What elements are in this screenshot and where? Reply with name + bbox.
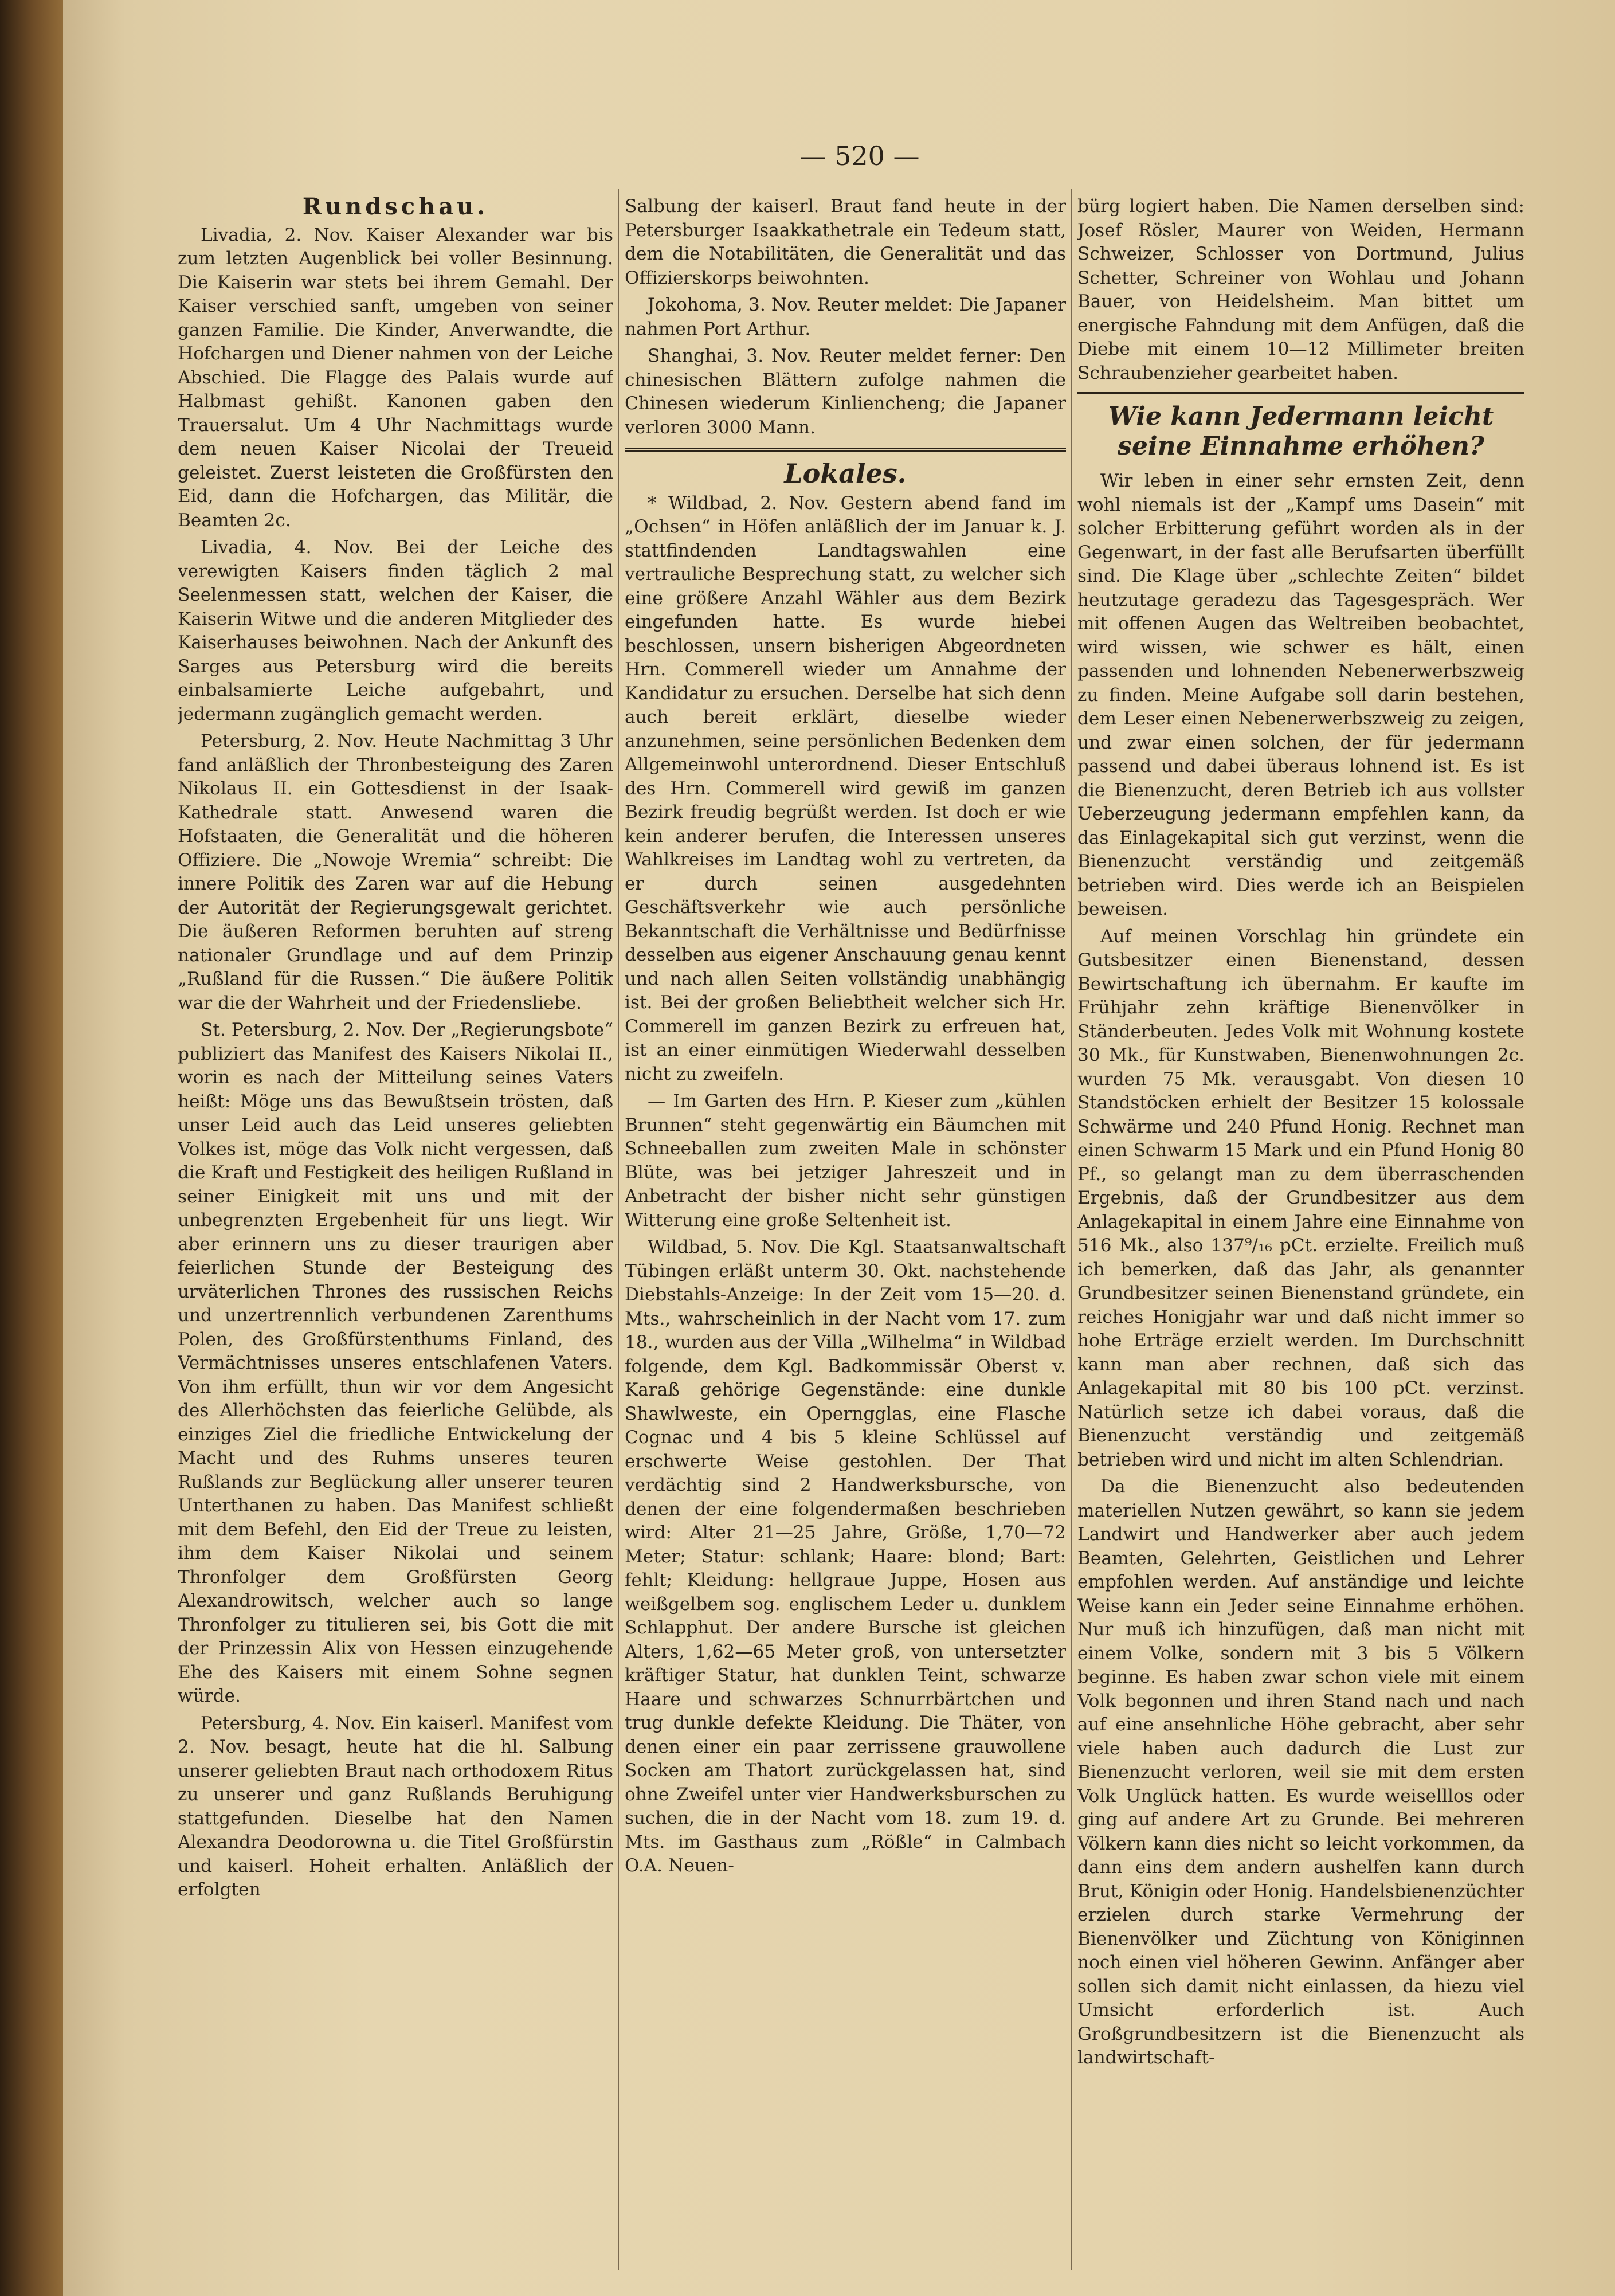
section-divider (625, 448, 1066, 454)
section-divider (1077, 392, 1524, 394)
article-paragraph: Livadia, 2. Nov. Kaiser Alexander war bis zum letzten Augenblick bei voller Besinnung. Die Kaiserin war stets bei ihrem Gemahl. Der Kaiser verschied sanft, umgeben von seiner ganzen Familie. Die Kinder, Anverwandte, die Hofchargen und Diener nahmen von der Leiche Abschied. Die Flagge des Palais wurde auf Halbmast gehißt. Kanonen gaben den Trauersalut. Um 4 Uhr Nachmittags wurde dem neuen Kaiser Nicolai der Treueid geleistet. Zuerst leisteten die Großfürsten den Eid, dann die Hofchargen, das Militär, die Beamten 2c. (178, 224, 613, 531)
page-number: — 520 — (799, 140, 920, 171)
article-paragraph: bürg logiert haben. Die Namen derselben sind: Josef Rösler, Maurer von Weiden, Hermann Schweizer, Schlosser von Dortmund, Julius Schetter, Schreiner von Wohlau und Johann Bauer, von Heidelsheim. Man bittet um energische Fahndung mit dem Anfügen, daß die Diebe mit einem 10—12 Millimeter breiten Schraubenzieher gearbeitet haben. (1077, 196, 1524, 383)
section-heading-lokales: Lokales. (784, 458, 907, 489)
article-paragraph: Da die Bienenzucht also bedeutenden materiellen Nutzen gewährt, so kann sie jedem Landwirt und Handwerker aber auch jedem Beamten, Gelehrten, Geistlichen und Lehrer empfohlen werden. Auf anständige und leichte Weise kann ein Jeder seine Einnahme erhöhen. Nur muß ich hinzufügen, daß man nicht mit einem Volke, sondern mit 3 bis 5 Völkern beginne. Es haben zwar schon viele mit einem Volk begonnen und ihren Stand nach und nach auf eine ansehnliche Höhe gebracht, aber sehr viele haben auch dadurch die Lust zur Bienenzucht verloren, weil sie mit dem ersten Volk Unglück hatten. Es wurde weiselllos oder ging auf andere Art zu Grunde. Bei mehreren Völkern kann dies nicht so leicht vorkommen, da dann eins dem andern aushelfen kann durch Brut, Königin oder Honig. Handelsbienenzüchter erzielen durch starke Vermehrung der Bienenvölker und Züchtung von Königinnen noch einen viel höheren Gewinn. Anfänger aber sollen sich damit nicht einlassen, da hiezu viel Umsicht erforderlich ist. Auch Großgrundbesitzern ist die Bienenzucht als landwirtschaft- (1077, 1476, 1524, 2068)
article-paragraph: — Im Garten des Hrn. P. Kieser zum „kühlen Brunnen“ steht gegenwärtig ein Bäumchen mit Schneeballen zum zweiten Male in schönster Blüte, was bei jetziger Jahreszeit und in Anbetracht der bisher nicht sehr günstigen Witterung eine große Seltenheit ist. (625, 1091, 1066, 1231)
article-paragraph: Salbung der kaiserl. Braut fand heute in der Petersburger Isaakkathetrale ein Tedeum statt, dem die Notabilitäten, die Generalität und das Offizierskorps beiwohnten. (625, 196, 1066, 288)
article-paragraph: St. Petersburg, 2. Nov. Der „Regierungsbote“ publiziert das Manifest des Kaisers Nikolai II., worin es nach der Mitteilung seines Vaters heißt: Möge uns das Bewußtsein trösten, daß unser Leid auch das Leid unseres geliebten Volkes ist, möge das Volk nicht vergessen, daß die Kraft und Festigkeit des heiligen Rußland in seiner Einigkeit mit uns und mit der unbegrenzten Ergebenheit für uns liegt. Wir aber erinnern uns zu dieser traurigen aber feierlichen Stunde der Besteigung des urväterlichen Thrones des russischen Reichs und unzertrennlich verbundenen Zarenthums Polen, des Großfürstenthums Finland, des Vermächtnisses unseres entschlafenen Vaters. Von ihm erfüllt, thun wir vor dem Angesicht des Allerhöchsten das feierliche Gelübde, als einziges Ziel die friedliche Entwickelung der Macht und des Ruhms unseres teuren Rußlands zur Beglückung aller unserer teuren Unterthanen zu haben. Das Manifest schließt mit dem Befehl, den Eid der Treue zu leisten, ihm dem Kaiser Nikolai und seinem Thronfolger dem Großfürsten Georg Alexandrowitsch, welcher auch so lange Thronfolger zu titulieren sei, bis Gott die mit der Prinzessin Alix von Hessen einzugehende Ehe des Kaisers mit einem Sohne segnen würde. (178, 1020, 613, 1706)
section-heading-rundschau: Rundschau. (302, 195, 489, 220)
article-paragraph: Livadia, 4. Nov. Bei der Leiche des verewigten Kaisers finden täglich 2 mal Seelenmessen statt, welchen der Kaiser, die Kaiserin Witwe und die anderen Mitglieder des Kaiserhauses beiwohnen. Nach der Ankunft des Sarges aus Petersburg wird die bereits einbalsamierte Leiche aufgebahrt, und jedermann zugänglich gemacht werden. (178, 537, 613, 724)
column-2 (625, 195, 1066, 2270)
article-paragraph: Wir leben in einer sehr ernsten Zeit, denn wohl niemals ist der „Kampf ums Dasein“ mit solcher Erbitterung geführt worden als in der Gegenwart, in der fast alle Berufsarten überfüllt sind. Die Klage über „schlechte Zeiten“ bildet heutzutage geradezu das Tagesgespräch. Wer mit offenen Augen das Weltreiben beobachtet, wird wissen, wie schwer es hält, einen passenden und lohnenden Nebenerwerbszweig zu finden. Meine Aufgabe soll darin bestehen, dem Leser einen Nebenerwerbszweig zu zeigen, und zwar einen solchen, der für jedermann passend und dabei überaus lohnend ist. Es ist die Bienenzucht, deren Betrieb ich aus vollster Ueberzeugung jedermann empfehlen kann, da das Einlagekapital sich gut verzinst, wenn die Bienenzucht verständig und zeitgemäß betrieben wird. Dies werde ich an Beispielen beweisen. (1077, 471, 1524, 919)
article-paragraph: Petersburg, 4. Nov. Ein kaiserl. Manifest vom 2. Nov. besagt, heute hat die hl. Salbung unserer geliebten Braut nach orthodoxem Ritus zu unserer und ganz Rußlands Beruhigung stattgefunden. Dieselbe hat den Namen Alexandra Deodorowna u. die Titel Großfürstin und kaiserl. Hoheit erhalten. Anläßlich der erfolgten (178, 1713, 613, 1900)
column-rule-2 (1071, 189, 1072, 2270)
article-paragraph: Auf meinen Vorschlag hin gründete ein Gutsbesitzer einen Bienenstand, dessen Bewirtschaftung ich übernahm. Er kaufte im Frühjahr zehn kräftige Bienenvölker in Ständerbeuten. Jedes Volk mit Wohnung kostete 30 Mk., für Kunstwaben, Bienenwohnungen 2c. wurden 75 Mk. verausgabt. Von diesen 10 Standstöcken erhielt der Besitzer 15 kolossale Schwärme und 240 Pfund Honig. Rechnet man einen Schwarm 15 Mark und ein Pfund Honig 80 Pf., so gelangt man zu dem überraschenden Ergebnis, daß der Grundbesitzer aus dem Anlagekapital in einem Jahre eine Einnahme von 516 Mk., also 137⁹/₁₆ pCt. erzielte. Freilich muß ich bemerken, daß das Jahr, als genannter Grundbesitzer seinen Bienenstand gründete, ein reiches Honigjahr war und daß nicht immer so hohe Erträge erzielt werden. Im Durchschnitt kann man aber rechnen, daß sich das Anlagekapital mit 80 bis 100 pCt. verzinst. Natürlich setze ich dabei voraus, daß die Bienenzucht verständig und zeitgemäß betrieben wird und nicht im alten Schlendrian. (1077, 926, 1524, 1470)
article-paragraph: Shanghai, 3. Nov. Reuter meldet ferner: Den chinesischen Blättern zufolge nahmen die Chinesen wiederum Kinliencheng; die Japaner verloren 3000 Mann. (625, 346, 1066, 438)
article-paragraph: Petersburg, 2. Nov. Heute Nachmittag 3 Uhr fand anläßlich der Thronbesteigung des Zaren Nikolaus II. ein Gottesdienst in der Isaak-Kathedrale statt. Anwesend waren die Hofstaaten, die Generalität und die höheren Offiziere. Die „Nowoje Wremia“ schreibt: Die innere Politik des Zaren war auf die Hebung der Autorität der Regierungsgewalt gerichtet. Die äußeren Reformen beruhten auf streng nationaler Grundlage und auf dem Prinzip „Rußland für die Russen.“ Die äußere Politik war die der Wahrheit und der Friedensliebe. (178, 731, 613, 1013)
column-rule-1 (618, 189, 619, 2270)
section-heading-bienenzucht: Wie kann Jedermann leicht seine Einnahme erhöhen? (1108, 402, 1494, 461)
column-1 (178, 195, 613, 2270)
article-paragraph: * Wildbad, 2. Nov. Gestern abend fand im „Ochsen“ in Höfen anläßlich der im Januar k. J. stattfindenden Landtagswahlen eine vertrauliche Besprechung statt, zu welcher sich eine größere Anzahl Wähler aus dem Bezirk eingefunden hatte. Es wurde hiebei beschlossen, unsern bisherigen Abgeordneten Hrn. Commerell wieder um Annahme der Kandidatur zu ersuchen. Derselbe hat sich denn auch bereit erklärt, dieselbe wieder anzunehmen, seine persönlichen Bedenken dem Allgemeinwohl unterordnend. Dieser Entschluß des Hrn. Commerell wird gewiß im ganzen Bezirk freudig begrüßt werden. Ist doch er wie kein anderer berufen, die Interessen unseres Wahlkreises im Landtag wohl zu vertreten, da er durch seinen ausgedehnten Geschäftsverkehr wie auch persönliche Bekanntschaft die Verhältnisse und Bedürfnisse desselben aus eigener Anschauung genau kennt und nach allen Seiten vollständig unabhängig ist. Bei der großen Beliebtheit welcher sich Hr. Commerell im ganzen Bezirk zu erfreuen hat, ist an einer einmütigen Wiederwahl desselben nicht zu zweifeln. (625, 492, 1066, 1084)
article-paragraph: Wildbad, 5. Nov. Die Kgl. Staatsanwaltschaft Tübingen erläßt unterm 30. Okt. nachstehende Diebstahls-Anzeige: In der Zeit vom 15—20. d. Mts., wahrscheinlich in der Nacht vom 17. zum 18., wurden aus der Villa „Wilhelma“ in Wildbad folgende, dem Kgl. Badkommissär Oberst v. Karaß gehörige Gegenstände: eine dunkle Shawlweste, ein Operngglas, eine Flasche Cognac und 4 bis 5 kleine Schlüssel auf erschwerte Weise gestohlen. Der That verdächtig sind 2 Handwerksbursche, von denen der eine folgendermaßen beschrieben wird: Alter 21—25 Jahre, Größe, 1,70—72 Meter; Statur: schlank; Haare: blond; Bart: fehlt; Kleidung: hellgraue Juppe, Hosen aus weißgelbem sog. englischem Leder u. dunklem Schlapphut. Der andere Bursche ist gleichen Alters, 1,62—65 Meter groß, von untersetzter kräftiger Statur, hat dunklen Teint, schwarze Haare und schwarzes Schnurrbärtchen und trug dunkle defekte Kleidung. Die Thäter, von denen einer ein paar zerrissene grauwollene Socken am Thatort zurückgelassen hat, sind ohne Zweifel unter vier Handwerksburschen zu suchen, die in der Nacht vom 18. zum 19. d. Mts. im Gasthaus zum „Rößle“ in Calmbach O.A. Neuen- (625, 1237, 1066, 1876)
article-paragraph: Jokohoma, 3. Nov. Reuter meldet: Die Japaner nahmen Port Arthur. (625, 295, 1066, 339)
column-3 (1077, 195, 1524, 2270)
